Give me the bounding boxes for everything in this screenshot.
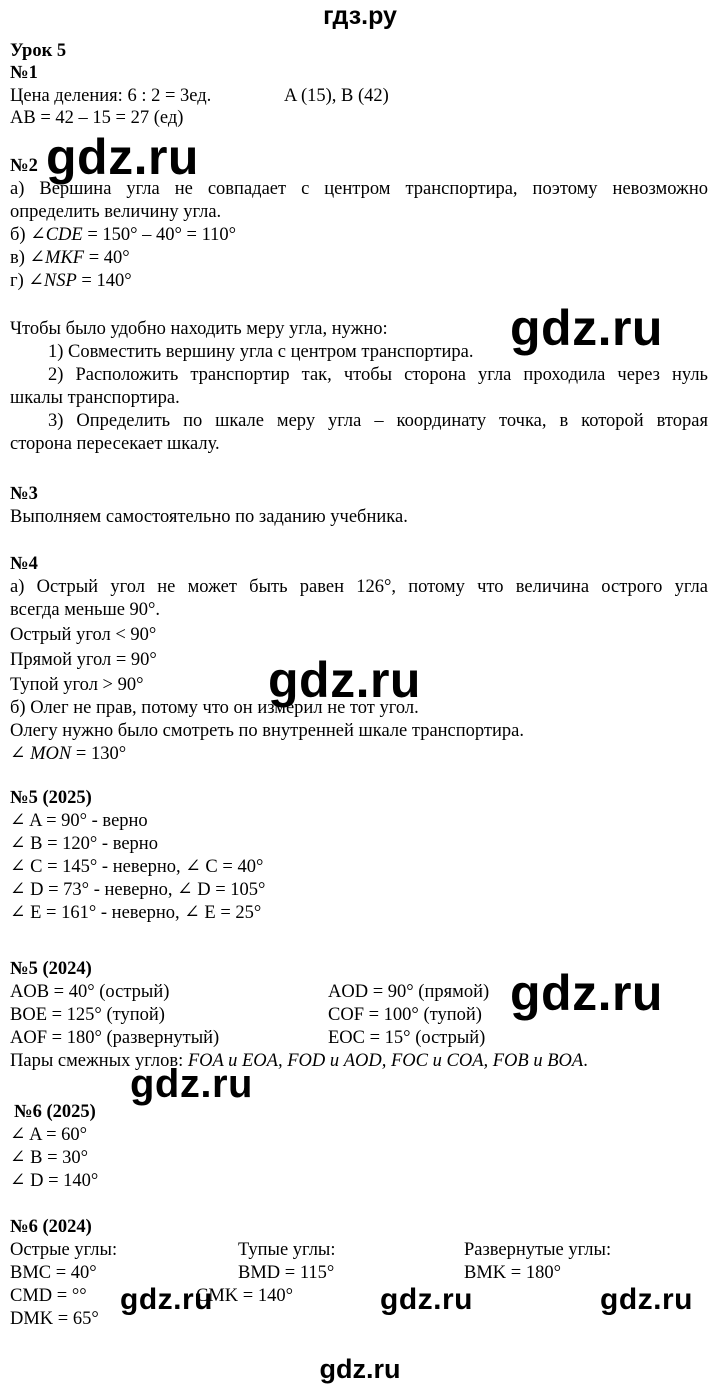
- watermark-7: gdz.ru: [380, 1283, 473, 1316]
- n6-2024-head-obtuse: Тупые углы:: [238, 1240, 336, 1260]
- n5-2025-d: ∠ D = 73° - неверно, ∠ D = 105°: [10, 880, 266, 900]
- n5-2024-pairs: Пары смежных углов: FOA и EOA, FOD и AOD, FOC и COA, FOB и BOA.: [10, 1051, 588, 1071]
- n1-line2: AB = 42 – 15 = 27 (ед): [10, 108, 184, 128]
- n2-b-line: б) ∠CDE = 150° – 40° = 110°: [10, 225, 237, 245]
- n6-2024-dmk: DMK = 65°: [10, 1309, 99, 1329]
- n2-a-line2: определить величину угла.: [10, 202, 222, 222]
- n2-step2-line1: 2) Расположить транспортир так, чтобы сторона угла проходила через нуль: [48, 365, 708, 385]
- n2-title: №2: [10, 156, 38, 176]
- n4-b-line1: б) Олег не прав, потому что он измерил не тот угол.: [10, 698, 419, 718]
- n4-obtuse: Тупой угол > 90°: [10, 675, 144, 695]
- n6-2025-d: ∠ D = 140°: [10, 1171, 99, 1191]
- n4-a-line2: всегда меньше 90°.: [10, 600, 161, 620]
- n6-2024-head-straight: Развернутые углы:: [464, 1240, 612, 1260]
- n6-2024-bmk: BMK = 180°: [464, 1263, 561, 1283]
- watermark-3: gdz.ru: [268, 652, 421, 708]
- watermark-1: gdz.ru: [46, 129, 199, 185]
- n5-2025-b: ∠ B = 120° - верно: [10, 834, 158, 854]
- watermark-5: gdz.ru: [130, 1062, 253, 1106]
- n2-a-line1: а) Вершина угла не совпадает с центром транспортира, поэтому невозможно: [10, 179, 708, 199]
- lesson-title: Урок 5: [10, 41, 67, 61]
- n5-2024-aod: AOD = 90° (прямой): [328, 982, 490, 1002]
- n6-2025-a: ∠ A = 60°: [10, 1125, 88, 1145]
- watermark-8: gdz.ru: [600, 1283, 693, 1316]
- n1-title: №1: [10, 63, 38, 83]
- n2-step2-line2: шкалы транспортира.: [10, 388, 180, 408]
- n3-title: №3: [10, 484, 38, 504]
- watermark-4: gdz.ru: [510, 965, 663, 1021]
- footer-watermark: gdz.ru: [319, 1354, 401, 1384]
- watermark-6: gdz.ru: [120, 1283, 213, 1316]
- n4-acute: Острый угол < 90°: [10, 625, 157, 645]
- n6-2024-cmk: CMK = 140°: [196, 1286, 293, 1306]
- n6-2024-bmd: BMD = 115°: [238, 1263, 335, 1283]
- n6-2024-bmc: BMC = 40°: [10, 1263, 97, 1283]
- n6-2024-cmd: CMD = °°: [10, 1286, 87, 1306]
- n2-step3-line2: сторона пересекает шкалу.: [10, 434, 220, 454]
- n2-g-line: г) ∠NSP = 140°: [10, 271, 132, 291]
- n5-2025-a: ∠ A = 90° - верно: [10, 811, 148, 831]
- n5-2024-aob: AOB = 40° (острый): [10, 982, 170, 1002]
- n5-2024-title: №5 (2024): [10, 959, 92, 979]
- n1-line1b: A (15), B (42): [284, 86, 389, 106]
- n2-v-line: в) ∠MKF = 40°: [10, 248, 130, 268]
- n6-2025-b: ∠ B = 30°: [10, 1148, 89, 1168]
- n5-2024-eoc: EOC = 15° (острый): [328, 1028, 486, 1048]
- n6-2025-title: №6 (2025): [14, 1102, 96, 1122]
- n5-2025-e: ∠ E = 161° - неверно, ∠ E = 25°: [10, 903, 262, 923]
- n6-2024-head-acute: Острые углы:: [10, 1240, 118, 1260]
- n4-a-line1: а) Острый угол не может быть равен 126°, потому что величина острого угла: [10, 577, 708, 597]
- n2-intro: Чтобы было удобно находить меру угла, нужно:: [10, 319, 388, 339]
- n5-2024-boe: BOE = 125° (тупой): [10, 1005, 165, 1025]
- watermark-2: gdz.ru: [510, 300, 663, 356]
- n2-step3-line1: 3) Определить по шкале меру угла – координату точка, в которой вторая: [48, 411, 708, 431]
- n4-right: Прямой угол = 90°: [10, 650, 157, 670]
- n6-2024-title: №6 (2024): [10, 1217, 92, 1237]
- n5-2024-aof: AOF = 180° (развернутый): [10, 1028, 220, 1048]
- n4-title: №4: [10, 554, 38, 574]
- n4-mon: ∠ MON = 130°: [10, 744, 127, 764]
- n4-b-line2: Олегу нужно было смотреть по внутренней шкале транспортира.: [10, 721, 524, 741]
- site-header: гдз.ру: [323, 2, 397, 30]
- n5-2024-cof: COF = 100° (тупой): [328, 1005, 482, 1025]
- n5-2025-title: №5 (2025): [10, 788, 92, 808]
- n2-step1: 1) Совместить вершину угла с центром транспортира.: [48, 342, 474, 362]
- n3-text: Выполняем самостоятельно по заданию учебника.: [10, 507, 408, 527]
- n5-2025-c: ∠ C = 145° - неверно, ∠ C = 40°: [10, 857, 264, 877]
- n1-line1a: Цена деления: 6 : 2 = 3ед.: [10, 86, 212, 106]
